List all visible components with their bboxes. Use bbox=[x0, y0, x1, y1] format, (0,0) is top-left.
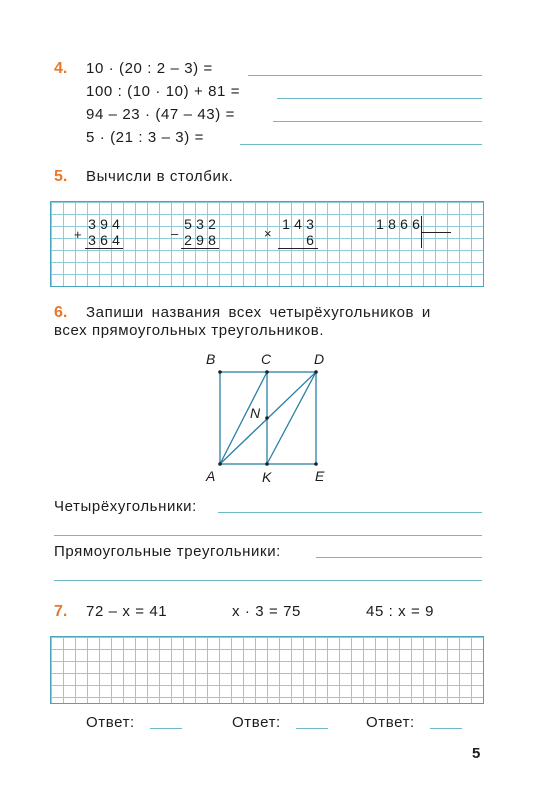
right-triangles-answer-line[interactable] bbox=[316, 557, 482, 558]
quadrilaterals-answer-line[interactable] bbox=[218, 512, 482, 513]
mul-digit: 1 bbox=[282, 216, 290, 232]
task-7-grid[interactable] bbox=[50, 636, 484, 704]
sub-digit: 3 bbox=[196, 216, 204, 232]
task-5-number: 5. bbox=[54, 168, 68, 185]
answer-line-2[interactable] bbox=[296, 728, 328, 729]
label-k: K bbox=[262, 469, 272, 485]
task-4-expression-4: 5 · (21 : 3 – 3) = bbox=[86, 129, 204, 146]
right-triangles-label: Прямоугольные треугольники: bbox=[54, 543, 281, 560]
label-a: A bbox=[206, 468, 216, 484]
div-digit: 1 bbox=[376, 216, 384, 232]
label-e: E bbox=[315, 468, 325, 484]
task-6-instruction-line-1: Запиши названия всех четырёхугольников и bbox=[86, 304, 431, 321]
task-4-expression-1: 10 · (20 : 2 – 3) = bbox=[86, 60, 213, 77]
mul-digit: 3 bbox=[306, 216, 314, 232]
mul-digit: 6 bbox=[306, 232, 314, 248]
answer-label-3: Ответ: bbox=[366, 714, 415, 731]
mul-digit: 4 bbox=[294, 216, 302, 232]
task-4-number: 4. bbox=[54, 60, 68, 77]
task-6-number: 6. bbox=[54, 304, 68, 321]
plus-sign: + bbox=[74, 227, 82, 242]
add-digit: 3 bbox=[88, 232, 96, 248]
task-4-expression-2: 100 : (10 · 10) + 81 = bbox=[86, 83, 241, 100]
sub-digit: 2 bbox=[208, 216, 216, 232]
answer-line-3[interactable] bbox=[430, 728, 462, 729]
equation-2: x · 3 = 75 bbox=[232, 603, 301, 620]
task-4-answer-line-2[interactable] bbox=[277, 98, 482, 99]
add-digit: 4 bbox=[112, 232, 120, 248]
div-digit: 6 bbox=[412, 216, 420, 232]
multiply-sign: × bbox=[264, 226, 272, 241]
div-digit: 8 bbox=[388, 216, 396, 232]
quadrilaterals-answer-line-2[interactable] bbox=[54, 535, 482, 536]
label-b: B bbox=[206, 351, 216, 367]
mul-result-line bbox=[278, 248, 318, 249]
answer-line-1[interactable] bbox=[150, 728, 182, 729]
add-result-line bbox=[85, 248, 123, 249]
answer-label-2: Ответ: bbox=[232, 714, 281, 731]
task-4-answer-line-4[interactable] bbox=[240, 144, 482, 145]
add-digit: 6 bbox=[100, 232, 108, 248]
task-4-answer-line-1[interactable] bbox=[248, 75, 482, 76]
add-digit: 3 bbox=[88, 216, 96, 232]
equation-3: 45 : x = 9 bbox=[366, 603, 435, 620]
label-d: D bbox=[314, 351, 325, 367]
geometry-figure bbox=[196, 345, 336, 485]
add-digit: 4 bbox=[112, 216, 120, 232]
task-7-number: 7. bbox=[54, 603, 68, 620]
sub-result-line bbox=[181, 248, 219, 249]
div-horizontal-line bbox=[421, 232, 451, 233]
task-4-answer-line-3[interactable] bbox=[273, 121, 482, 122]
segment-kd bbox=[267, 372, 316, 464]
quadrilaterals-label: Четырёхугольники: bbox=[54, 498, 197, 515]
sub-digit: 8 bbox=[208, 232, 216, 248]
minus-sign: – bbox=[171, 226, 179, 241]
sub-digit: 5 bbox=[184, 216, 192, 232]
add-digit: 9 bbox=[100, 216, 108, 232]
right-triangles-answer-line-2[interactable] bbox=[54, 580, 482, 581]
page-number: 5 bbox=[472, 745, 481, 762]
sub-digit: 2 bbox=[184, 232, 192, 248]
label-n: N bbox=[250, 405, 261, 421]
task-6-instruction-line-2: всех прямоугольных треугольников. bbox=[54, 322, 325, 339]
task-5-instruction: Вычисли в столбик. bbox=[86, 168, 234, 185]
task-4-expression-3: 94 – 23 · (47 – 43) = bbox=[86, 106, 235, 123]
answer-label-1: Ответ: bbox=[86, 714, 135, 731]
label-c: C bbox=[261, 351, 272, 367]
sub-digit: 9 bbox=[196, 232, 204, 248]
div-digit: 6 bbox=[400, 216, 408, 232]
equation-1: 72 – x = 41 bbox=[86, 603, 168, 620]
